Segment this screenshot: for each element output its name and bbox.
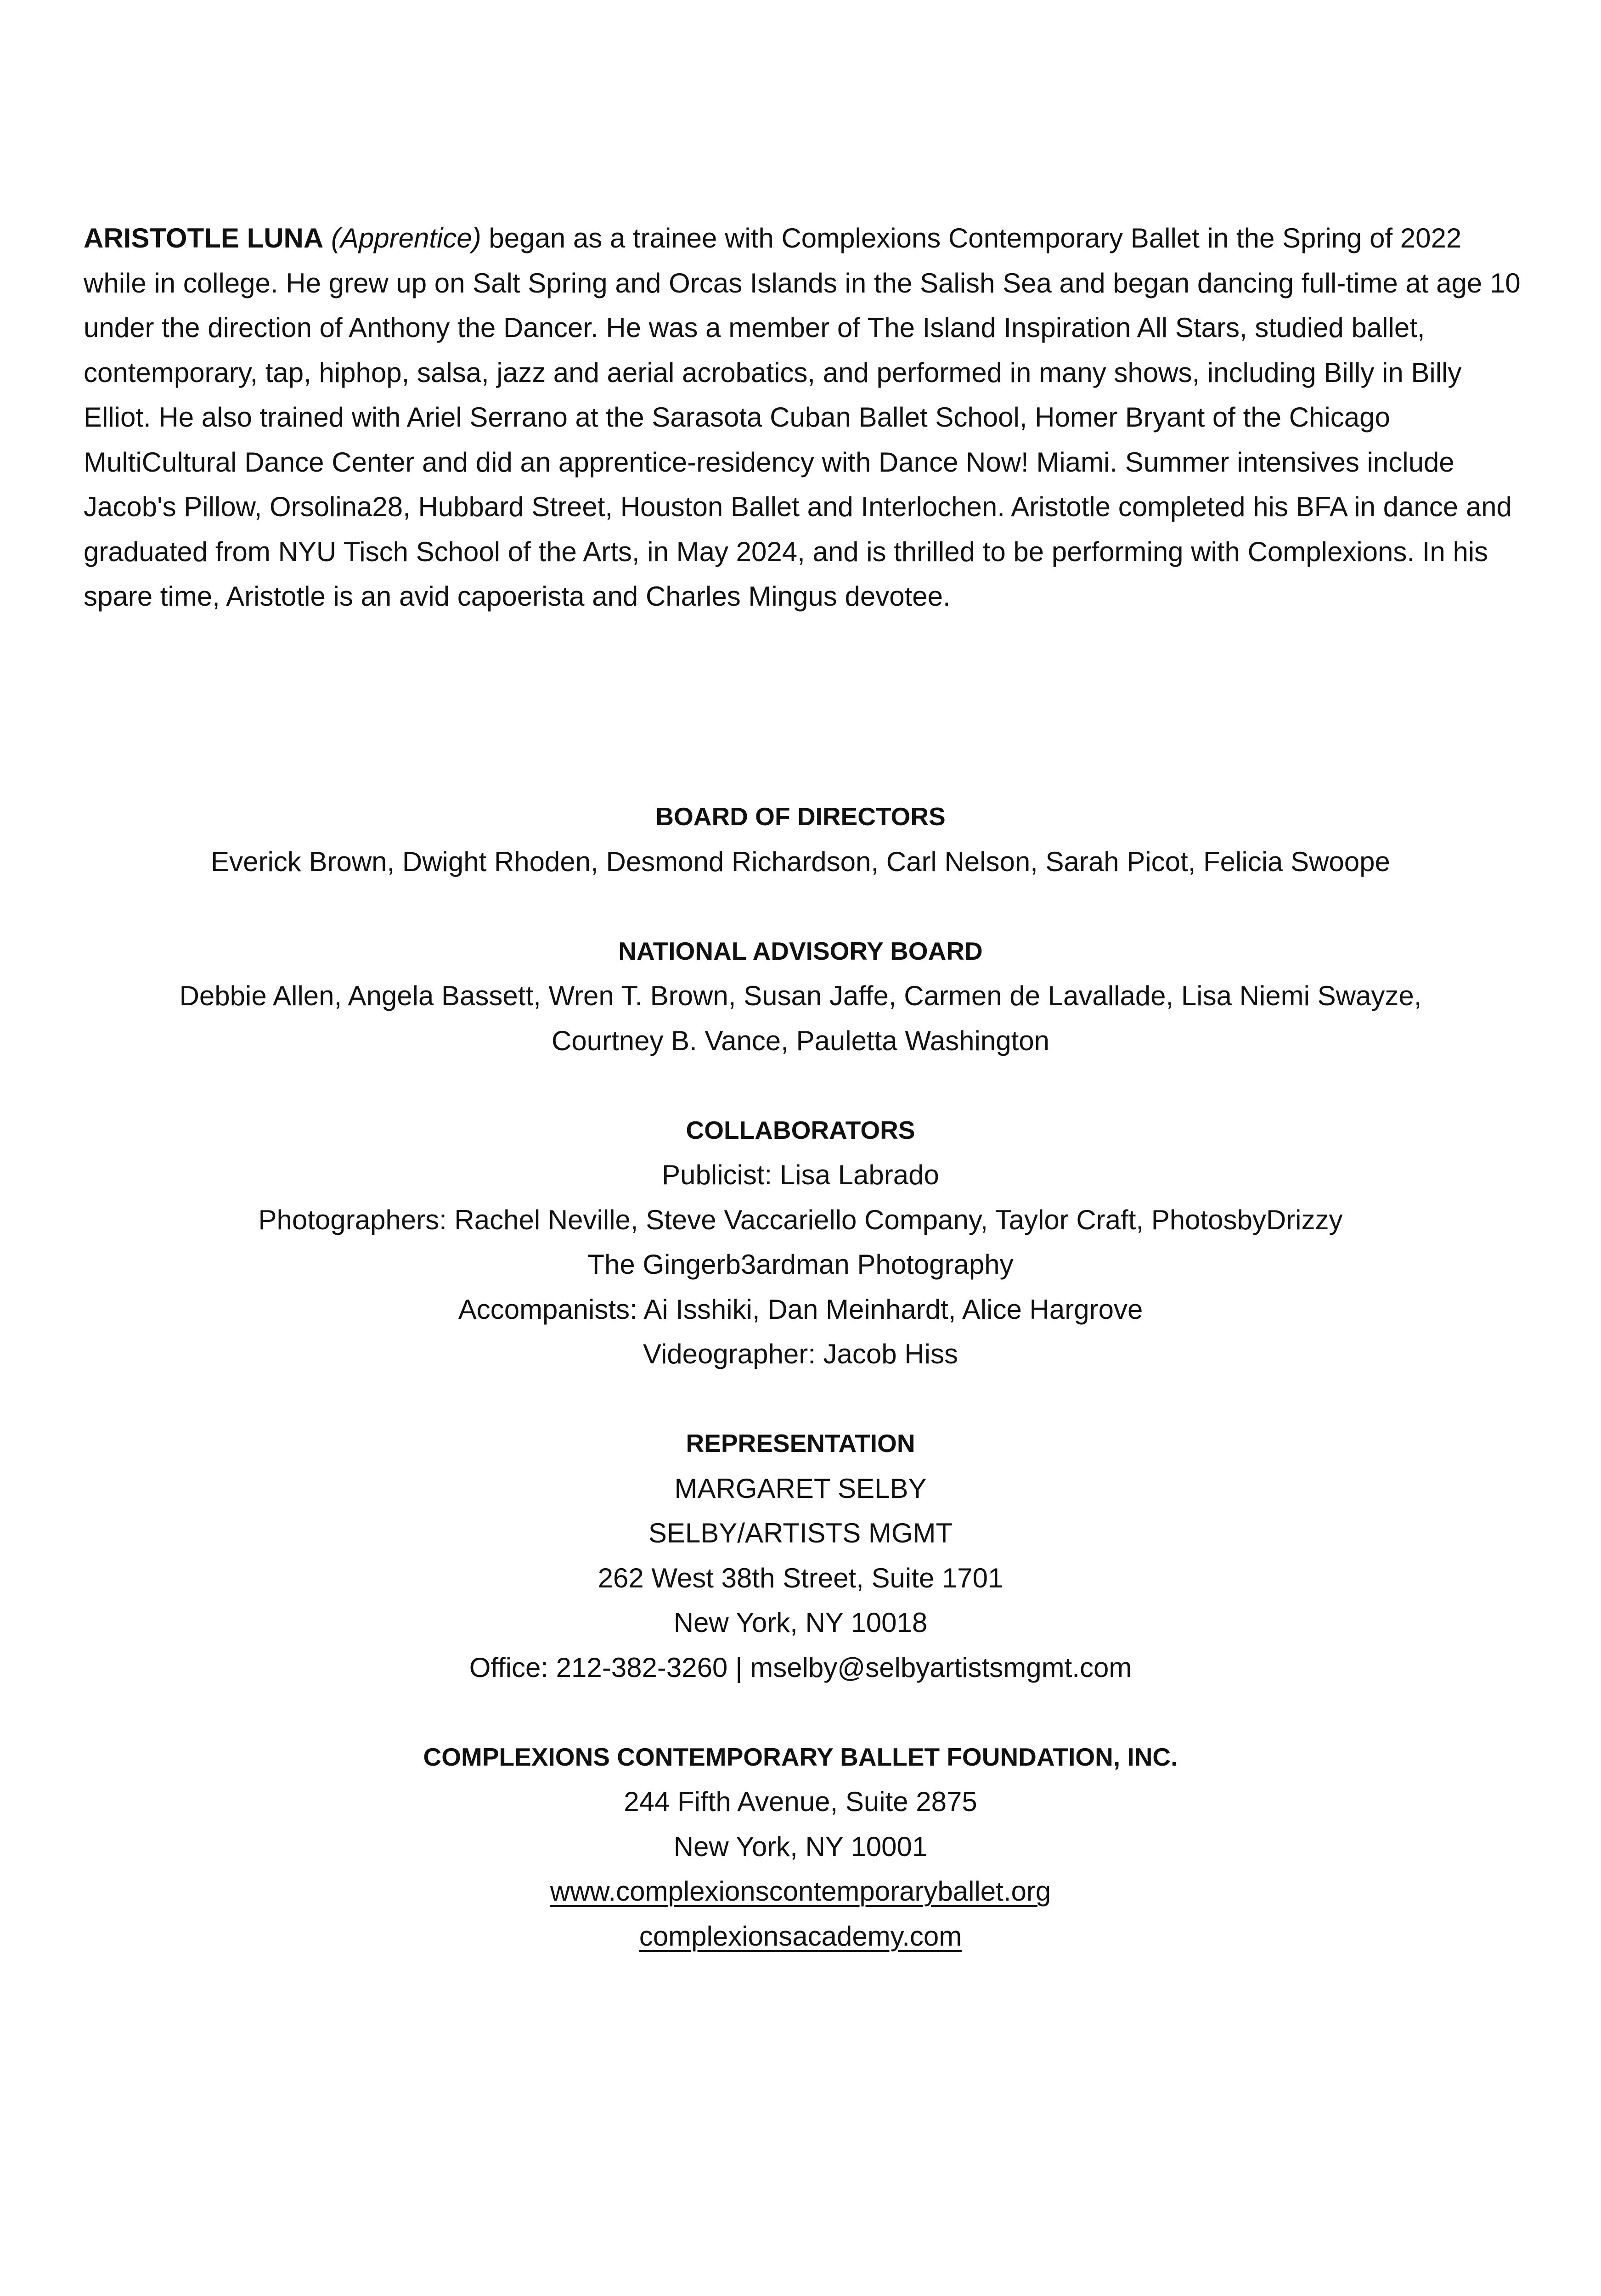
bio-text: began as a trainee with Complexions Contemporary Ballet in the Spring of 2022 while in college. He grew up on Salt Spring and Orcas Islands in the Salish Sea and began dancing full-time at age 10 under the direction of Anthony the Dancer. He was a member of The Island Inspiration All Stars, studied ballet, contemporary, tap, hiphop, salsa, jazz and aerial acrobatics, and performed in many shows, including Billy in Billy Elliot. He also trained with Ariel Serrano at the Sarasota Cuban Ballet School, Homer Bryant of the Chicago MultiCultural Dance Center and did an apprentice-residency with Dance Now! Miami. Summer intensives include Jacob's Pillow, Orsolina28, Hubbard Street, Houston Ballet and Interlochen. Aristotle completed his BFA in dance and graduated from NYU Tisch School of the Arts, in May 2024, and is thrilled to be performing with Complexions. In his spare time, Aristotle is an avid capoerista and Charles Mingus devotee. bbox=[84, 223, 1521, 612]
accompanists-line: Accompanists: Ai Isshiki, Dan Meinhardt, Alice Hargrove bbox=[458, 1294, 1143, 1325]
photographers-line-1: Photographers: Rachel Neville, Steve Vaccariello Company, Taylor Craft, PhotosbyDrizzy bbox=[258, 1204, 1343, 1235]
credits-block bbox=[0, 794, 1601, 2003]
representative-address-1: 262 West 38th Street, Suite 1701 bbox=[598, 1562, 1003, 1593]
bio-name: ARISTOTLE LUNA bbox=[84, 223, 324, 253]
board-of-directors-section bbox=[0, 794, 1601, 884]
advisory-members-line-1: Debbie Allen, Angela Bassett, Wren T. Brown, Susan Jaffe, Carmen de Lavallade, Lisa Niemi Swayze, bbox=[179, 980, 1422, 1011]
academy-link[interactable]: complexionsacademy.com bbox=[639, 1920, 962, 1952]
advisory-members-line-2: Courtney B. Vance, Pauletta Washington bbox=[552, 1025, 1049, 1056]
bio-role: (Apprentice) bbox=[331, 223, 481, 253]
representative-name: MARGARET SELBY bbox=[674, 1473, 927, 1504]
representative-address-2: New York, NY 10018 bbox=[673, 1607, 928, 1638]
collaborators-heading: COLLABORATORS bbox=[686, 1115, 915, 1144]
representation-heading: REPRESENTATION bbox=[686, 1429, 915, 1458]
advisory-heading: NATIONAL ADVISORY BOARD bbox=[618, 936, 983, 965]
website-link[interactable]: www.complexionscontemporaryballet.org bbox=[550, 1876, 1051, 1907]
foundation-heading: COMPLEXIONS CONTEMPORARY BALLET FOUNDATION, INC. bbox=[423, 1742, 1178, 1771]
board-heading: BOARD OF DIRECTORS bbox=[655, 802, 946, 831]
collaborators-section bbox=[0, 1108, 1601, 1377]
board-members: Everick Brown, Dwight Rhoden, Desmond Richardson, Carl Nelson, Sarah Picot, Felicia Swoope bbox=[211, 846, 1390, 877]
representative-contact: Office: 212-382-3260 | mselby@selbyartistsmgmt.com bbox=[469, 1652, 1132, 1683]
foundation-section bbox=[0, 1735, 1601, 1959]
website-link-wrapper bbox=[0, 1869, 1601, 1914]
advisory-board-section bbox=[0, 929, 1601, 1064]
representation-section bbox=[0, 1421, 1601, 1690]
foundation-address-1: 244 Fifth Avenue, Suite 2875 bbox=[624, 1786, 977, 1817]
publicist-line: Publicist: Lisa Labrado bbox=[662, 1159, 939, 1190]
videographer-line: Videographer: Jacob Hiss bbox=[643, 1339, 958, 1369]
representative-company: SELBY/ARTISTS MGMT bbox=[648, 1518, 953, 1548]
foundation-address-2: New York, NY 10001 bbox=[673, 1831, 928, 1862]
photographers-line-2: The Gingerb3ardman Photography bbox=[587, 1249, 1014, 1280]
academy-link-wrapper bbox=[0, 1914, 1601, 1959]
bio-paragraph bbox=[84, 216, 1521, 619]
